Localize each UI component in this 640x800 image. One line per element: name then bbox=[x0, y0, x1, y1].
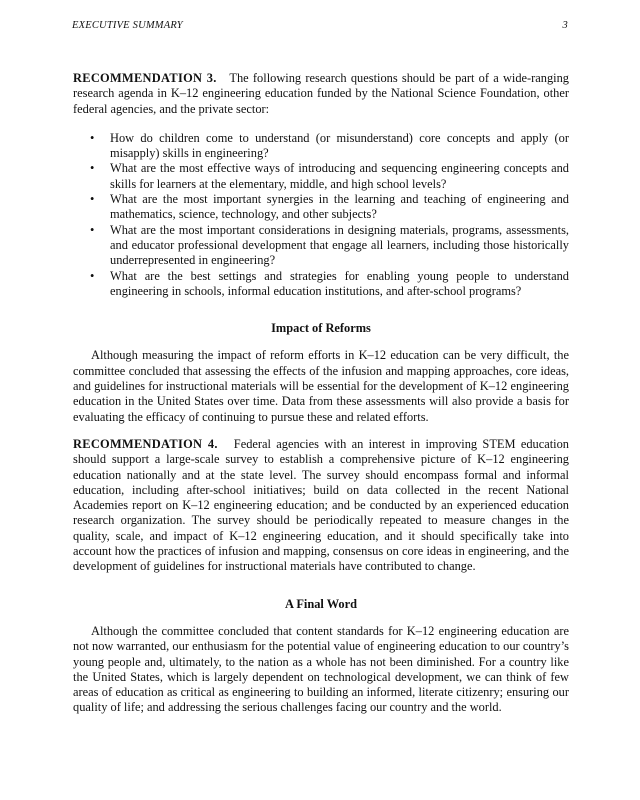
bullet-text: What are the most important considerations in designing materials, programs, assessments, and educator professional development that engage all learners, including those historically underrepresented in engineering? bbox=[110, 222, 569, 268]
final-word-heading: A Final Word bbox=[284, 596, 358, 611]
list-item bbox=[73, 192, 569, 223]
final-word-paragraph: Although the committee concluded that content standards for K–12 engineering education are not now warranted, our enthusiasm for the potential value of engineering education to our country’s young people and, ultimately, to the nation as a whole has not been diminished. For a country like the United States, which is largely dependent on technological development, we can think of few areas of education as critical as engineering to building an informed, literate citizenry; ensuring our quality of life; and addressing the serious challenges facing our country and the world. bbox=[73, 623, 569, 715]
list-item bbox=[73, 131, 569, 162]
impact-paragraph: Although measuring the impact of reform efforts in K–12 education can be very difficult, the committee concluded that assessing the effects of the infusion and mapping approaches, core ideas, and guidelines for instructional materials will be essential for the development of K–12 engineering education in the United States over time. Data from these assessments will also provide a basis for evaluating the efficacy of continuing to pursue these and related efforts. bbox=[73, 348, 569, 424]
recommendation-4-paragraph bbox=[73, 437, 569, 575]
recommendation-3-text: The following research questions should be part of a wide-ranging research agenda in K–12 engineering education funded by the National Science Foundation, other federal agencies, and the private sector: bbox=[73, 71, 569, 116]
bullet-text: What are the most effective ways of introducing and sequencing engineering concepts and skills for learners at the elementary, middle, and high school levels? bbox=[110, 161, 569, 191]
recommendation-3-paragraph bbox=[73, 71, 569, 117]
section-title: EXECUTIVE SUMMARY bbox=[72, 20, 183, 31]
page-number: 3 bbox=[562, 20, 568, 31]
bullet-icon: • bbox=[90, 268, 95, 283]
bullet-text: How do children come to understand (or misunderstand) core concepts and apply (or misapply) skills in engineering? bbox=[110, 130, 569, 161]
bullet-icon: • bbox=[90, 222, 95, 237]
bullet-icon: • bbox=[90, 161, 95, 176]
list-item bbox=[73, 269, 569, 300]
bullet-icon: • bbox=[90, 192, 95, 207]
list-item bbox=[73, 223, 569, 269]
recommendation-4-text: Federal agencies with an interest in improving STEM education should support a large-scale survey to establish a comprehensive picture of K–12 engineering education nationally and at the state level. The survey should encompass formal and informal education, including after-school initiatives; build on data collected in the recent National Academies report on K–12 engineering education; and be conducted by an experienced education research organization. The survey should be periodically repeated to measure changes in the quality, scale, and impact of K–12 engineering education, and it should specifically take into account how the practices of infusion and mapping, consensus on core ideas in engineering, and the development of guidelines for instructional materials have contributed to change. bbox=[73, 436, 569, 574]
page-body bbox=[73, 71, 569, 716]
bullet-text: What are the best settings and strategies for enabling young people to understand engineering in schools, informal education institutions, and after-school programs? bbox=[110, 268, 569, 298]
bullet-text: What are the most important synergies in the learning and teaching of engineering and mathematics, science, technology, and other subjects? bbox=[110, 192, 569, 222]
recommendation-4-label: RECOMMENDATION 4. bbox=[73, 436, 218, 451]
running-header bbox=[72, 20, 568, 31]
bullet-icon: • bbox=[90, 130, 95, 145]
impact-heading: Impact of Reforms bbox=[271, 321, 371, 336]
research-questions-list bbox=[73, 131, 569, 299]
recommendation-3-label: RECOMMENDATION 3. bbox=[73, 71, 217, 85]
list-item bbox=[73, 161, 569, 192]
